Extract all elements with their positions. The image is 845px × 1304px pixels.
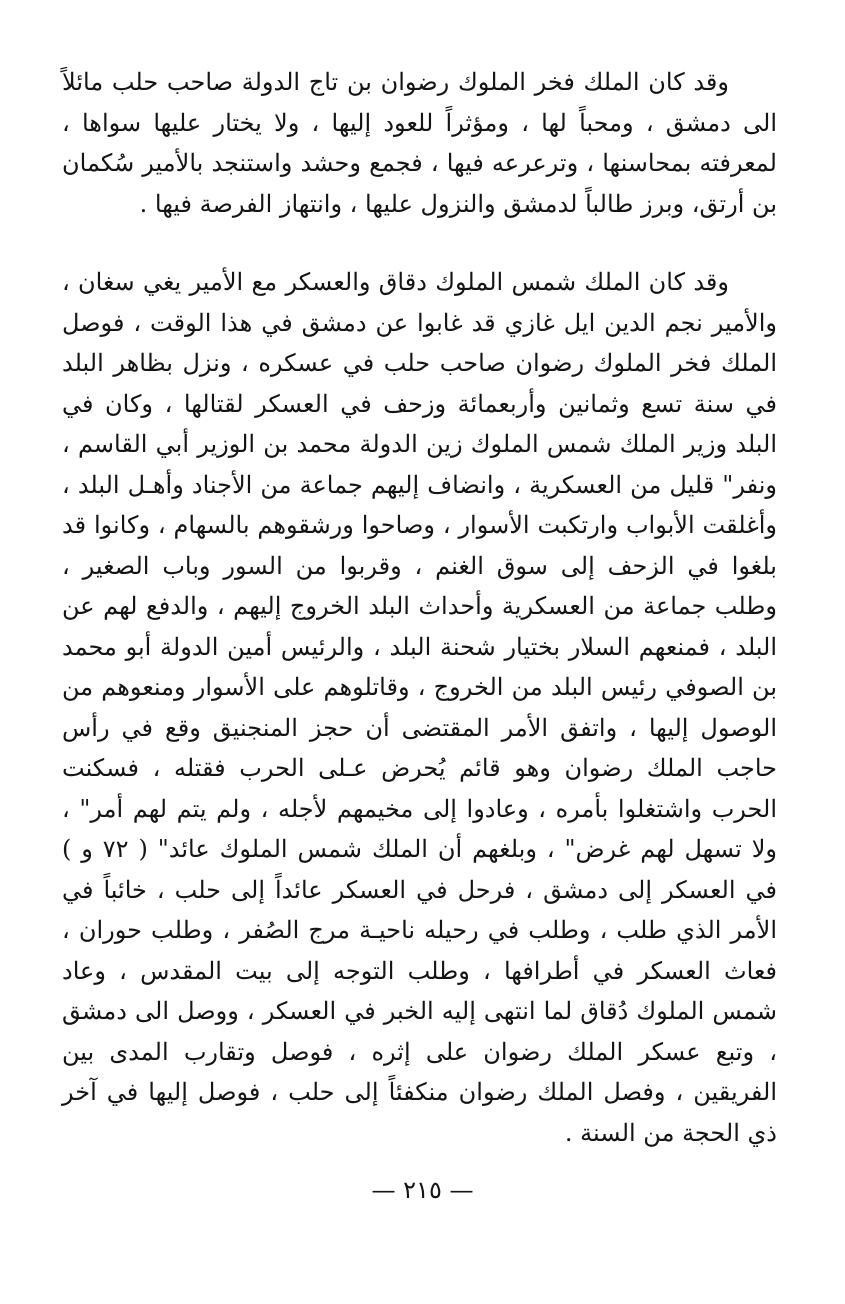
paragraph-2: وقد كان الملك شمس الملوك دقاق والعسكر مع الأمير يغي سغان ، والأمير نجم الدين ايل غازي قد غابوا عن دمشق في هذا الوقت ، فوصل الملك فخر الملوك رضوان صاحب حلب في عسكره ، ونزل بظاهر البلد في سنة تسع وثمانين وأربعمائة وزحف في العسكر لقتالها ، وكان في البلد وزير الملك شمس الملوك زين الدولة محمد بن الوزير أبي القاسم ، ونفر" قليل من العسكرية ، وانضاف إليهم جماعة من الأجناد وأهـل البلد ، وأغلقت الأبواب وارتكبت الأسوار ، وصاحوا ورشقوهم بالسهام ، وكانوا قد بلغوا في الزحف إلى سوق الغنم ، وقربوا من السور وباب الصغير ، وطلب جماعة من العسكرية وأحداث البلد الخروج إليهم ، والدفع لهم عن البلد ، فمنعهم السلار بختيار شحنة البلد ، والرئيس أمين الدولة أبو محمد بن الصوفي رئيس البلد من الخروج ، وقاتلوهم على الأسوار ومنعوهم من الوصول إليها ، واتفق الأمر المقتضى أن حجز المنجنيق وقع في رأس حاجب الملك رضوان وهو قائم يُحرض عـلى الحرب فقتله ، فسكنت الحرب واشتغلوا بأمره ، وعادوا إلى مخيمهم لأجله ، ولم يتم لهم أمر" ، ولا تسهل لهم غرض" ، وبلغهم أن الملك شمس الملوك عائد" ( ٧٢ و ) في العسكر إلى دمشق ، فرحل في العسكر عائداً إلى حلب ، خائباً في الأمر الذي طلب ، وطلب في رحيله ناحيـة مرج الصُفر ، وطلب حوران ، فعاث العسكر في أطرافها ، وطلب التوجه إلى بيت المقدس ، وعاد شمس الملوك دُقاق لما انتهى إليه الخبر في العسكر ، ووصل الى دمشق ، وتبع عسكر الملك رضوان على إثره ، فوصل وتقارب المدى بين الفريقين ، وفصل الملك رضوان منكفئاً إلى حلب ، فوصل إليها في آخر ذي الحجة من السنة . [62, 268, 777, 1147]
page-body [62, 62, 777, 1153]
page-number: — ٢١٥ — [371, 1176, 474, 1204]
paragraph-1: وقد كان الملك فخر الملوك رضوان بن تاج الدولة صاحب حلب مائلاً الى دمشق ، ومحباً لها ، ومؤثراً للعود إليها ، ولا يختار عليها سواها ، لمعرفته بمحاسنها ، وترعرعه فيها ، فجمع وحشد واستنجد بالأمير سُكمان بن أرتق، وبرز طالباً لدمشق والنزول عليها ، وانتهاز الفرصة فيها . [62, 68, 777, 218]
